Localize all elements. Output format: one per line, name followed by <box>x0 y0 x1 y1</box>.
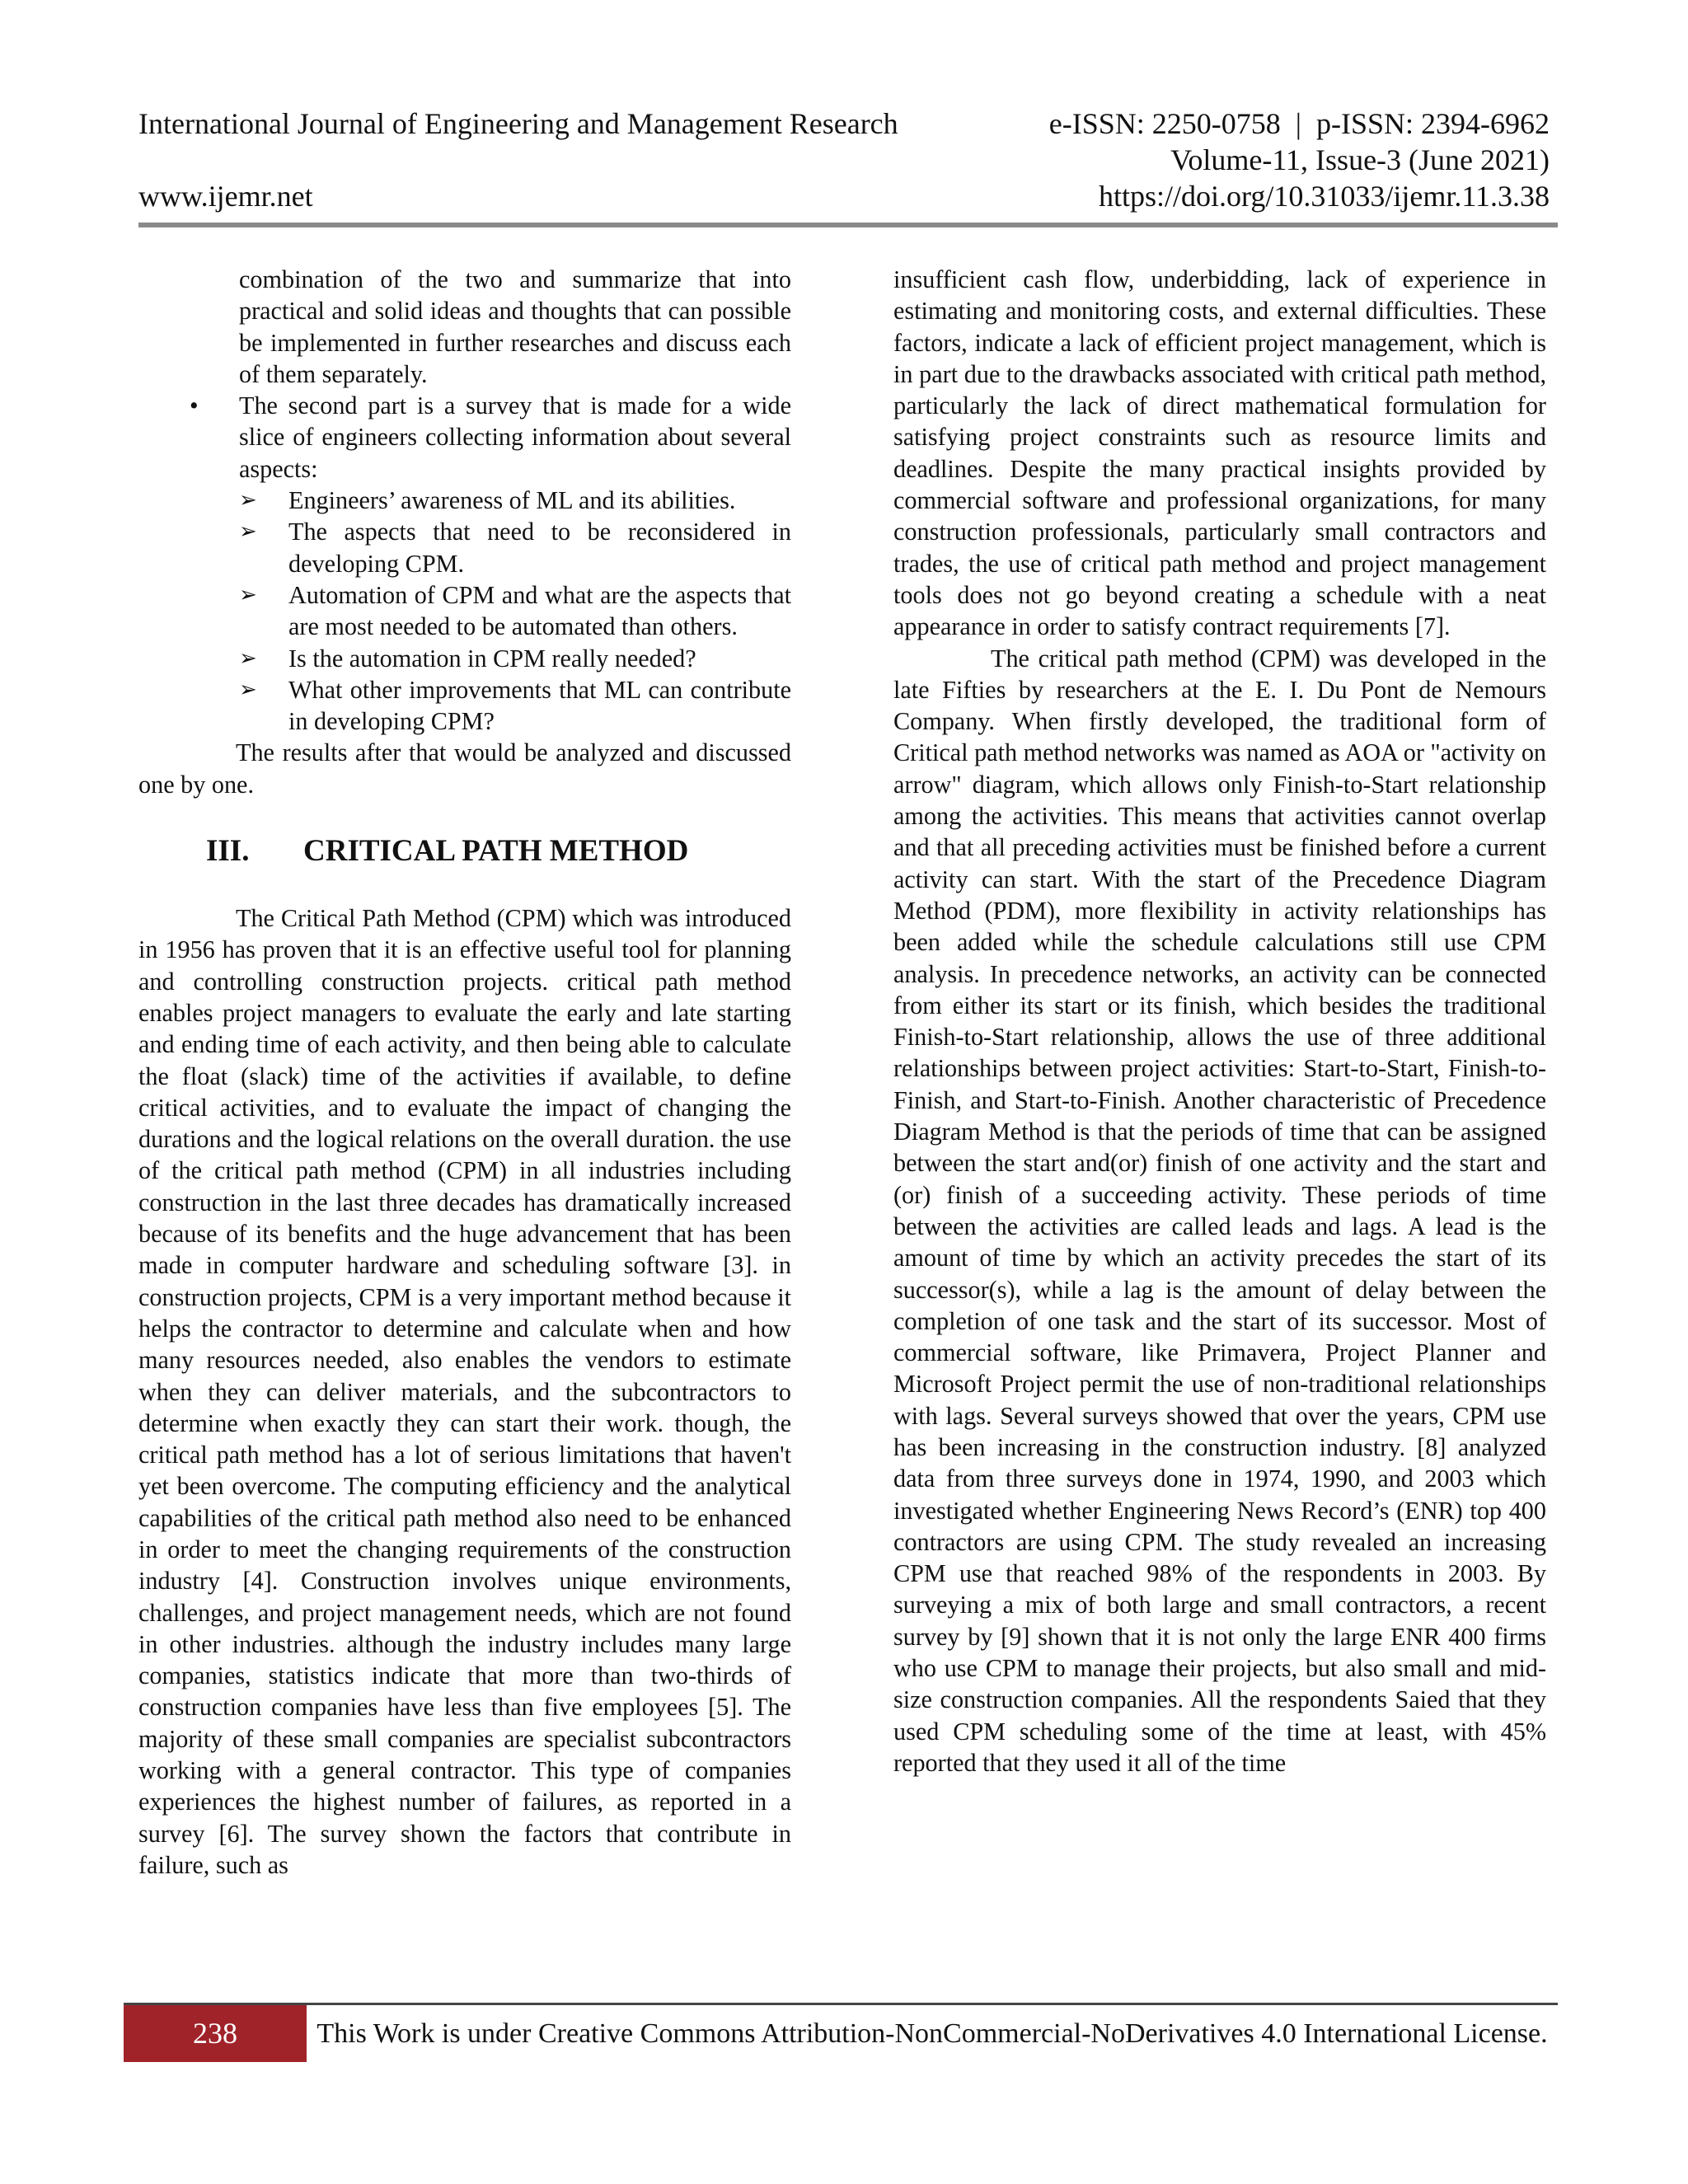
intro-continuation: combination of the two and summarize that into practical and solid ideas and thoughts that can possible be implemented in further researches and discuss each of them separately. <box>239 265 791 388</box>
sub-item-text: Automation of CPM and what are the aspects that are most needed to be automated than others. <box>288 580 791 641</box>
sub-item-text: The aspects that need to be reconsidered in developing CPM. <box>288 518 791 578</box>
section-title: CRITICAL PATH METHOD <box>303 834 689 869</box>
header-rule <box>138 223 1558 227</box>
bullet-icon: • <box>190 391 199 420</box>
sub-item <box>138 485 791 516</box>
sub-item-text: Is the automation in CPM really needed? <box>288 644 696 673</box>
issn: e-ISSN: 2250-0758 | p-ISSN: 2394-6962 <box>1048 107 1550 140</box>
page-number: 238 <box>124 2005 307 2062</box>
right-column <box>893 264 1546 1779</box>
bullet-text: The second part is a survey that is made for a wide slice of engineers collecting information about several aspects: <box>239 391 791 483</box>
arrow-bullet-icon: ➢ <box>239 677 257 701</box>
sub-item-text: What other improvements that ML can contribute in developing CPM? <box>288 675 791 736</box>
arrow-bullet-icon: ➢ <box>239 488 257 513</box>
doi-link[interactable]: https://doi.org/10.31033/ijemr.11.3.38 <box>1098 180 1550 213</box>
paragraph: The Critical Path Method (CPM) which was introduced in 1956 has proven that it is an effective useful tool for planning and controlling construction projects. critical path method enables project managers to evaluate the early and late starting and ending time of each activity, and then being able to calculate the float (slack) time of the activities if available, to define critical activities, and to evaluate the impact of changing the durations and the logical relations on the overall duration. the use of the critical path method (CPM) in all industries including construction in the last three decades has dramatically increased because of its benefits and the huge advancement that has been made in computer hardware and scheduling software [3]. in construction projects, CPM is a very important method because it helps the contractor to determine and calculate when and how many resources needed, also enables the vendors to estimate when they can deliver materials, and the subcontractors to determine when exactly they can start their work. though, the critical path method has a lot of serious limitations that haven't yet been overcome. The computing efficiency and the analytical capabilities of the critical path method also need to be enhanced in order to meet the changing requirements of the construction industry [4]. Construction involves unique environments, challenges, and project management needs, which are not found in other industries. although the industry includes many large companies, statistics indicate that more than two-thirds of construction companies have less than five employees [5]. The majority of these small companies are specialist subcontractors working with a general contractor. This type of companies experiences the highest number of failures, as reported in a survey [6]. The survey shown the factors that contribute in failure, such as <box>138 904 791 1879</box>
sub-item <box>138 579 791 643</box>
section-heading <box>138 833 791 869</box>
website-link[interactable]: www.ijemr.net <box>138 180 313 213</box>
sub-item <box>138 674 791 738</box>
left-column <box>138 264 791 1881</box>
journal-title: International Journal of Engineering and Management Research <box>138 107 898 140</box>
paragraph: insufficient cash flow, underbidding, lack of experience in estimating and monitoring costs, and external difficulties. These factors, indicate a lack of efficient project management, which is in part due to the drawbacks associated with critical path method, particularly the lack of direct mathematical formulation for satisfying project constraints such as resource limits and deadlines. Despite the many practical insights provided by commercial software and professional organizations, for many construction professionals, particularly small contractors and trades, the use of critical path method and project management tools does not go beyond creating a schedule with a neat appearance in order to satisfy contract requirements [7]. <box>893 265 1546 641</box>
paragraph: The critical path method (CPM) was developed in the late Fifties by researchers at the E. I. Du Pont de Nemours Company. When firstly developed, the traditional form of Critical path method networks was named as AOA or "activity on arrow" diagram, which allows only Finish-to-Start relationship among the activities. This means that activities cannot overlap and that all preceding activities must be finished before a current activity can start. With the start of the Precedence Diagram Method (PDM), more flexibility in activity relationships has been added while the schedule calculations still use CPM analysis. In precedence networks, an activity can be connected from either its start or its finish, which besides the traditional Finish-to-Start relationship, allows the use of three additional relationships between project activities: Start-to-Start, Finish-to-Finish, and Start-to-Finish. Another characteristic of Precedence Diagram Method is that the periods of time that can be assigned between the start and(or) finish of one activity and the start and (or) finish of a succeeding activity. These periods of time between the activities are called leads and lags. A lead is the amount of time by which an activity precedes the start of its successor(s), while a lag is the amount of delay between the completion of one task and the start of its successor. Most of commercial software, like Primavera, Project Planner and Microsoft Project permit the use of non-traditional relationships with lags. Several surveys showed that over the years, CPM use has been increasing in the construction industry. [8] analyzed data from three surveys done in 1974, 1990, and 2003 which investigated whether Engineering News Record’s (ENR) top 400 contractors are using CPM. The study revealed an increasing CPM use that reached 98% of the respondents in 2003. By surveying a mix of both large and small contractors, a recent survey by [9] shown that it is not only the large ENR 400 firms who use CPM to manage their projects, but also small and mid-size construction companies. All the respondents Saied that they used CPM scheduling some of the time at least, with 45% reported that they used it all of the time <box>893 644 1547 1777</box>
sub-item <box>138 516 791 579</box>
sub-item <box>138 643 791 674</box>
sub-item-text: Engineers’ awareness of ML and its abilities. <box>288 486 736 515</box>
page-header <box>138 105 1550 214</box>
results-paragraph: The results after that would be analyzed and discussed one by one. <box>138 738 791 799</box>
volume-issue: Volume-11, Issue-3 (June 2021) <box>1170 143 1550 176</box>
arrow-bullet-icon: ➢ <box>239 582 257 607</box>
section-number: III. <box>206 834 250 869</box>
arrow-bullet-icon: ➢ <box>239 519 257 544</box>
license-text: This Work is under Creative Commons Attribution-NonCommercial-NoDerivatives 4.0 International License. <box>316 2018 1548 2049</box>
arrow-bullet-icon: ➢ <box>239 645 257 670</box>
bullet-item <box>138 390 791 485</box>
